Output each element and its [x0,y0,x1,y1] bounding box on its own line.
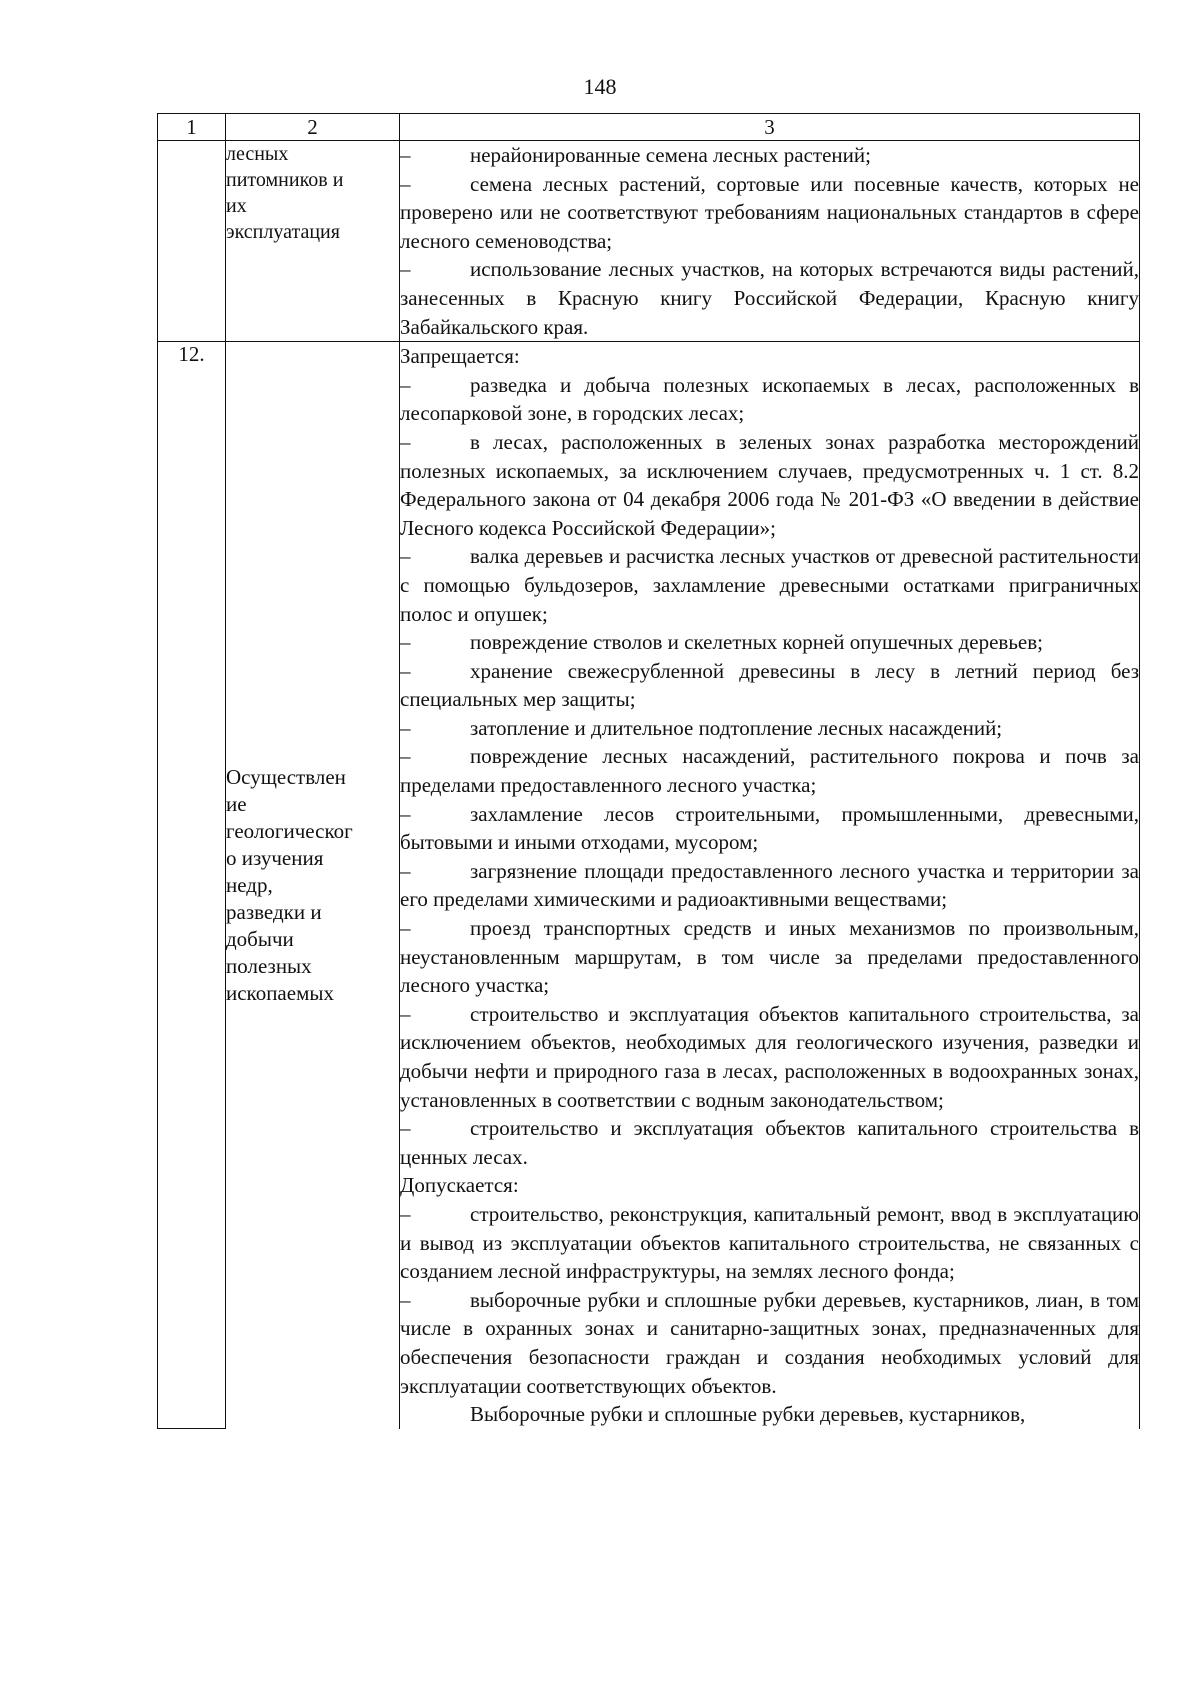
dash-marker: – [400,429,411,454]
list-item [400,1114,1139,1171]
list-item-text: семена лесных растений, сортовые или посевные качеств, которых не проверено или не соответствуют требованиям национальных стандартов в сфере лесного семеноводства; [400,171,1139,253]
continuation-text: Выборочные рубки и сплошные рубки деревьев, кустарников, [470,1402,1026,1427]
list-item-text: загрязнение площади предоставленного лесного участка и территории за его пределами химическими и радиоактивными веществами; [400,858,1139,912]
dash-marker: – [400,858,411,883]
activity-name-line: ископаемых [226,980,334,1005]
dash-marker: – [400,658,411,683]
dash-marker: – [400,1116,411,1141]
list-item-text: затопление и длительное подтопление лесных насаждений; [470,715,1003,740]
activity-name-line: их [226,195,247,217]
dash-marker: – [400,143,411,167]
list-item-text: захламление лесов строительными, промышленными, древесными, бытовыми и иными отходами, мусором; [400,801,1139,855]
list-item-text: проезд транспортных средств и иных механизмов по произвольным, неустановленным маршрутам, в том числе за пределами предоставленного лесного участка; [400,916,1139,998]
dash-marker: – [400,1201,411,1226]
dash-marker: – [400,1287,411,1312]
list-item [400,657,1139,714]
list-item-text: в лесах, расположенных в зеленых зонах разработка месторождений полезных ископаемых, за исключением случаев, предусмотренных ч. 1 ст. 8.2 Федерального закона от 04 декабря 2006 года № 201-ФЗ «О введении в действие Лесного кодекса Российской Федерации»; [400,429,1139,540]
dash-marker: – [400,744,411,769]
dash-marker: – [400,171,411,196]
list-item-text: разведка и добыча полезных ископаемых в лесах, расположенных в лесопарковой зоне, в городских лесах; [400,372,1139,426]
row-number: 12. [158,342,226,1429]
activity-name-line: лесных [226,143,289,165]
dash-marker: – [400,801,411,826]
allowed-list [400,1200,1139,1400]
table-row-12 [158,342,1140,1429]
list-item-text: использование лесных участков, на которых встречаются виды растений, занесенных в Красную книгу Российской Федерации, Красную книгу Забайкальского края. [400,257,1139,339]
activity-name-line: эксплуатация [226,221,340,243]
activity-name-line: разведки и [226,899,322,924]
list-item-text: хранение свежесрубленной древесины в лесу в летний период без специальных мер защиты; [400,658,1139,712]
list-item-text: повреждение стволов и скелетных корней опушечных деревьев; [470,630,1043,655]
list-item [400,857,1139,914]
list-item [400,1286,1139,1400]
activity-name-line: питомников и [226,169,344,191]
list-item [400,1000,1139,1114]
activity-name [226,342,400,1429]
list-item [400,914,1139,1000]
dash-marker: – [400,916,411,941]
dash-marker: – [400,715,411,740]
list-item [400,141,1139,170]
list-item [400,542,1139,628]
activity-name-line: полезных [226,953,312,978]
forbidden-heading: Запрещается: [400,344,520,369]
list-item-text: строительство и эксплуатация объектов капитального строительства, за исключением объектов, необходимых для геологического изучения, разведки и добычи нефти и природного газа в лесах, расположенных в водоохранных зонах, установленных в соответствии с водным законодательством; [400,1001,1139,1112]
activity-name-line: ие [226,791,247,816]
list-item [400,170,1139,256]
list-item-text: выборочные рубки и сплошные рубки деревьев, кустарников, лиан, в том числе в охранных зонах и санитарно-защитных зонах, предназначенных для обеспечения безопасности граждан и создания необходимых условий для эксплуатации соответствующих объектов. [400,1287,1139,1398]
dash-marker: – [400,372,411,397]
list-item [400,1200,1139,1286]
activity-name-line: Осуществлен [226,764,346,789]
list-item-text: валка деревьев и расчистка лесных участков от древесной растительности с помощью бульдозеров, захламление древесными остатками приграничных полос и опушек; [400,544,1139,626]
activity-name [226,141,400,342]
requirements-cell [400,141,1140,342]
list-item [400,371,1139,428]
list-item [400,742,1139,799]
list-item-text: нерайонированные семена лесных растений; [470,143,871,167]
list-item-text: строительство, реконструкция, капитальный ремонт, ввод в эксплуатацию и вывод из эксплуатации объектов капитального строительства, не связанных с созданием лесной инфраструктуры, на землях лесного фонда; [400,1201,1139,1284]
list-item [400,628,1139,657]
dash-marker: – [400,257,411,282]
activity-name-line: о изучения [226,845,324,870]
list-item-text: строительство и эксплуатация объектов капитального строительства в ценных лесах. [400,1116,1139,1169]
list-item [400,714,1139,743]
list-item [400,428,1139,542]
list-item-text: повреждение лесных насаждений, растительного покрова и почв за пределами предоставленного лесного участка; [400,744,1139,798]
page-number: 148 [583,74,617,99]
dash-marker: – [400,1001,411,1026]
regulations-table [157,113,1140,1429]
table-header-row [158,114,1140,141]
requirements-cell [400,342,1140,1429]
header-col-1: 1 [158,114,226,141]
activity-name-line: геологическог [226,818,353,843]
list-item [400,800,1139,857]
dash-marker: – [400,544,411,569]
header-col-3: 3 [400,114,1140,141]
forbidden-list [400,371,1139,1172]
allowed-heading: Допускается: [400,1173,519,1198]
table-row-previous [158,141,1140,342]
row-number [158,141,226,342]
dash-marker: – [400,630,411,655]
header-col-2: 2 [226,114,400,141]
activity-name-line: недр, [226,872,273,897]
activity-name-line: добычи [226,926,294,951]
list-item [400,255,1139,341]
